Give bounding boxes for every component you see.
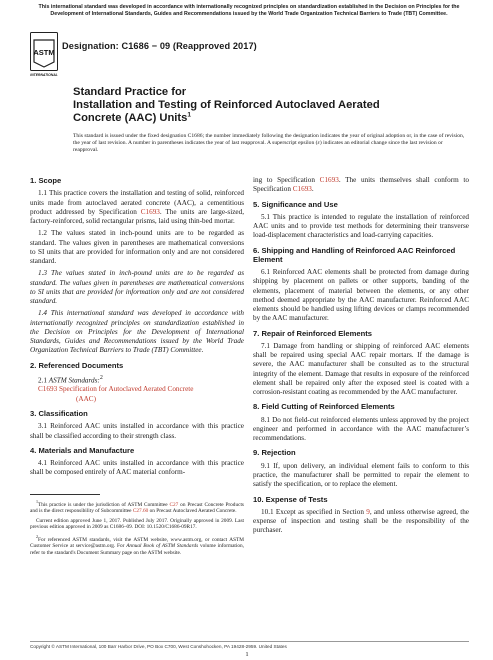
footnotes xyxy=(30,499,244,559)
section-heading-rejection: 9. Rejection xyxy=(253,448,296,458)
title-line-3: Concrete (AAC) Units$^1$ xyxy=(73,111,191,125)
page-number: 1 xyxy=(245,651,249,658)
section-heading-shipping: 6. Shipping and Handling of Reinforced AAC Reinforced Element xyxy=(253,245,456,264)
paragraph-1-3: 1.3 The values stated in inch-pound units are to be regarded as standard. The values given in parentheses are mathematical conversions to SI units that are provided for information only and are not considered standard. xyxy=(30,269,244,306)
international-standard-notice: This international standard was developed in accordance with internationally recognized principles on standardization established in the Decision on Principles for the Development of International Standards, Guides and Recommendations issued by the World Trade Organization Technical Barriers to Trade (TBT) Committee. xyxy=(38,4,460,17)
footnote-ref-2[interactable]: 2 xyxy=(99,374,103,381)
footnote-2: $^2$For referenced ASTM standards, visit the ASTM website, www.astm.org, or contact ASTM Customer Service at service@astm.org. For Annual Book of ASTM Standards volume information, refer to the standard's Document Summary page on the ASTM website. xyxy=(30,533,244,556)
svg-text:ASTM: ASTM xyxy=(33,48,55,57)
left-column xyxy=(30,176,244,481)
title-line-2: Installation and Testing of Reinforced Autoclaved Aerated xyxy=(73,99,380,112)
paragraph-5-1: 5.1 This practice is intended to regulate the installation of reinforced AAC units and to provide test methods for determining their transverse load-displacement characteristics and load-carrying capacities. xyxy=(253,212,469,240)
footnote-1: $^1$This practice is under the jurisdiction of ASTM Committee C27 on Precast Concrete Products and is the direct responsibility of Subcommittee C27.60 on Precast Autoclaved Aerated Concrete. xyxy=(30,499,244,515)
section-heading-significance: 5. Significance and Use xyxy=(253,199,338,209)
link-c1693[interactable]: C1693 xyxy=(319,176,339,184)
footnote-edition: Current edition approved June 1, 2017. Published July 2017. Originally approved in 2009. Last previous edition approved in 2009 as C1686–09. DOI: 10.1520/C1686-09R17. xyxy=(30,517,244,531)
footer-divider xyxy=(30,641,469,642)
document-title xyxy=(73,86,463,126)
right-column xyxy=(253,176,469,539)
designation: Designation: C1686 − 09 (Reapproved 2017) xyxy=(62,41,257,51)
link-c1693[interactable]: C1693 xyxy=(140,207,160,216)
paragraph-6-1: 6.1 Reinforced AAC elements shall be protected from damage during shipping by placement on pallets or other supports, banding of the elements, placement of material between the elements, or any other method deemed appropriate by the AAC manufacturer. Reinforced AAC elements should be handled using lifting devices or clamps recommended by the AAC manufacturer. xyxy=(253,268,469,323)
paragraph-4-1-cont: ing to Specification C1693. The units themselves shall conform to Specification C1693. xyxy=(253,176,469,194)
link-c27-60[interactable]: C27.60 xyxy=(132,508,149,515)
section-heading-classification: 3. Classification xyxy=(30,408,88,418)
link-c27[interactable]: C27 xyxy=(169,501,179,508)
section-heading-materials: 4. Materials and Manufacture xyxy=(30,445,135,455)
paragraph-9-1: 9.1 If, upon delivery, an individual element fails to conform to this practice, the manufacturer shall be permitted to repair the element to satisfy the specification, or to replace the element. xyxy=(253,461,469,489)
paragraph-10-1: 10.1 Except as specified in Section 9, and unless otherwise agreed, the expense of inspection and testing shall be the responsibility of the purchaser. xyxy=(253,507,469,535)
astm-logo xyxy=(30,32,58,78)
paragraph-1-1: 1.1 This practice covers the installation and testing of solid, reinforced units made from autoclaved aerated concrete (AAC), a cementitious product addressed by Specification C1693. The units are large-sized, factory-reinforced, solid rectangular prisms, laid using thin-bed mortar. xyxy=(30,189,244,226)
reference-c1693[interactable]: C1693 Specification for Autoclaved Aerated Concrete (AAC) xyxy=(38,385,194,403)
issuance-note: This standard is issued under the fixed designation C1686; the number immediately following the designation indicates the year of original adoption or, in the case of revision, the year of last revision. A number in parentheses indicates the year of last reapproval. A superscript epsilon (ε) indicates an editorial change since the last revision or reapproval. xyxy=(73,133,465,153)
link-section-9[interactable]: 9 xyxy=(366,507,370,516)
footnote-ref-1[interactable]: 1 xyxy=(187,111,191,119)
title-line-1: Standard Practice for xyxy=(73,86,187,98)
paragraph-4-1: 4.1 Reinforced AAC units installed in accordance with this practice shall be composed entirely of AAC material conform- xyxy=(30,459,244,477)
section-heading-expense: 10. Expense of Tests xyxy=(253,494,328,504)
paragraph-1-2: 1.2 The values stated in inch-pound units are to be regarded as standard. The values given in parentheses are mathematical conversions to SI units that are provided for information only and are not considered standard. xyxy=(30,229,244,266)
paragraph-3-1: 3.1 Reinforced AAC units installed in accordance with this practice shall be classified according to their strength class. xyxy=(30,422,244,440)
section-heading-field-cutting: 8. Field Cutting of Reinforced Elements xyxy=(253,402,395,412)
section-heading-repair: 7. Repair of Reinforced Elements xyxy=(253,328,373,338)
paragraph-1-4: 1.4 This international standard was developed in accordance with internationally recognized principles on standardization established in the Decision on Principles for the Development of International Standards, Guides and Recommendations issued by the World Trade Organization Technical Barriers to Trade (TBT) Committee. xyxy=(30,309,244,355)
ref-code[interactable]: C1693 xyxy=(38,385,58,394)
paragraph-7-1: 7.1 Damage from handling or shipping of reinforced AAC elements shall be repaired using special AAC repair mortars. If the damage is severe, the AAC manufacturer shall be consulted as to the structural integrity of the element. Damage that results in exposure of the reinforced element shall be repaired only after the exposed steel is coated with a corrosion-resistant coating as recommended by the AAC manufacturer. xyxy=(253,341,469,397)
footnote-divider xyxy=(30,494,100,495)
link-c1693[interactable]: C1693 xyxy=(292,185,312,194)
paragraph-8-1: 8.1 Do not field-cut reinforced elements unless approved by the project engineer and performed in accordance with the AAC manufacturer’s recommendations. xyxy=(253,415,469,443)
paragraph-2-1: 2.1 ASTM Standards:$^2$ xyxy=(38,374,103,385)
section-heading-referenced-documents: 2. Referenced Documents xyxy=(30,360,124,370)
svg-text:INTERNATIONAL: INTERNATIONAL xyxy=(30,73,58,77)
section-heading-scope: 1. Scope xyxy=(30,176,62,185)
copyright-notice: Copyright © ASTM International, 100 Barr Harbor Drive, PO Box C700, West Conshohocken, PA 19428-2959. United States xyxy=(30,644,287,649)
